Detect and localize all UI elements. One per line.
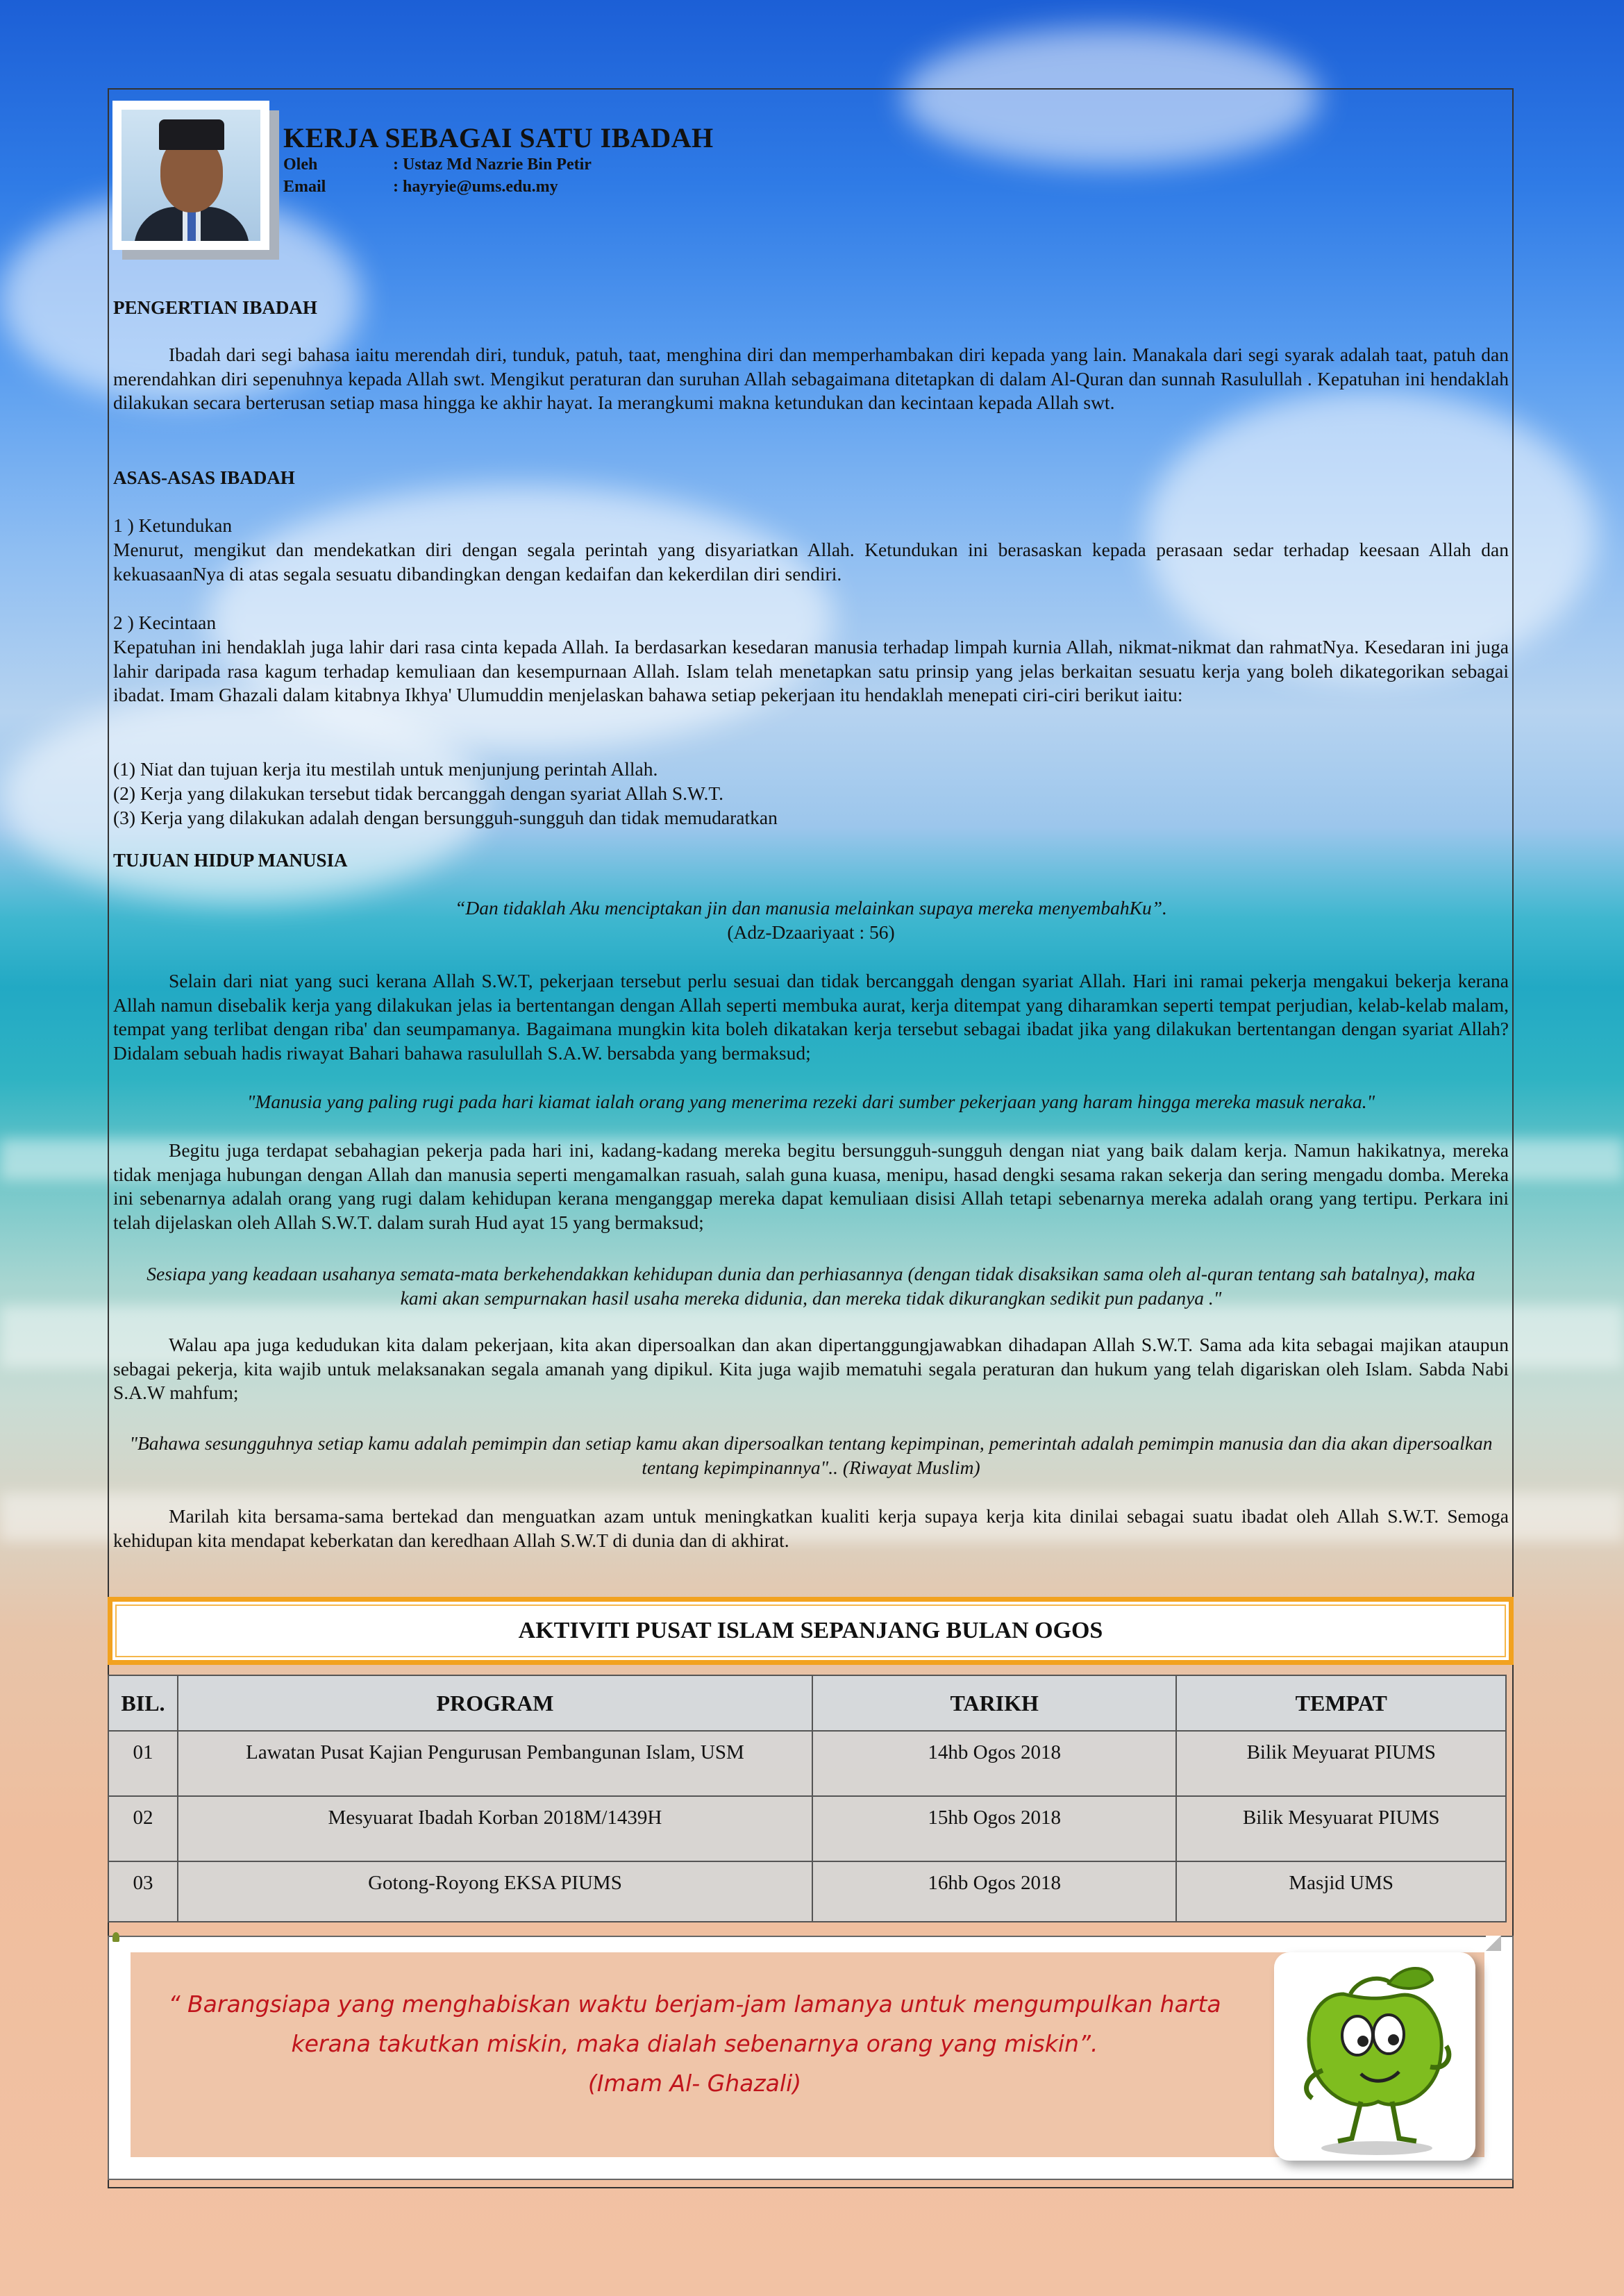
paragraph: Menurut, mengikut dan mendekatkan diri dengan segala perintah yang disyariatkan Allah. Ketundukan ini berasaskan kepada perasaan sedar terhadap keesaan Allah dan kekuasaanNya di atas segala sesuatu dibandingkan dengan kedaifan dan kekerdilan diri sendiri. xyxy=(113,539,1509,585)
hadith-quote: "Bahawa sesungguhnya setiap kamu adalah pemimpin dan setiap kamu akan dipersoalkan tentang kepimpinan, pemerintah adalah pemimpin manusia dan dia akan dipersoalkan tentang kepimpinannya".. (Riwayat Muslim) xyxy=(129,1432,1493,1478)
table-cell: Bilik Meyuarat PIUMS xyxy=(1176,1731,1506,1796)
activities-banner xyxy=(108,1597,1514,1665)
email-value: : hayryie@ums.edu.my xyxy=(393,178,558,196)
table-row xyxy=(108,1796,1506,1861)
table-cell: Masjid UMS xyxy=(1176,1861,1506,1922)
section-heading: TUJUAN HIDUP MANUSIA xyxy=(113,850,348,871)
quote-line: “ Barangsiapa yang menghabiskan waktu berjam-jam lamanya untuk mengumpulkan harta xyxy=(168,1991,1221,2018)
page-fold-icon xyxy=(1486,1936,1501,1951)
column-header: TARIKH xyxy=(812,1675,1176,1731)
pin-icon xyxy=(112,1932,119,1942)
table-cell: 14hb Ogos 2018 xyxy=(812,1731,1176,1796)
article-title: KERJA SEBAGAI SATU IBADAH xyxy=(283,122,714,153)
paragraph: Begitu juga terdapat sebahagian pekerja pada hari ini, kadang-kadang mereka begitu bersungguh-sungguh dengan niat yang baik dalam kerja. Namun hakikatnya, mereka tidak menjaga hubungan dengan Allah dan manusia seperti mengamalkan rasuah, salah guna kuasa, menipu, hasad dengki sesama rakan sekerja dan sering mengadu domba. Mereka ini sebenarnya adalah orang yang rugi dalam kehidupan kerana menganggap mereka dapat kemuliaan disisi Allah tetapi sebenarnya mereka adalah orang yang tertipu. Perkara ini telah dijelaskan oleh Allah S.W.T. dalam surah Hud ayat 15 yang bermaksud; xyxy=(113,1139,1509,1233)
quran-verse: “Dan tidaklah Aku menciptakan jin dan manusia melainkan supaya mereka menyembahKu”. xyxy=(455,897,1167,919)
criteria-item: (1) Niat dan tujuan kerja itu mestilah untuk menjunjung perintah Allah. xyxy=(113,758,658,780)
table-cell: Lawatan Pusat Kajian Pengurusan Pembangunan Islam, USM xyxy=(178,1731,812,1796)
column-header: TEMPAT xyxy=(1176,1675,1506,1731)
table-row xyxy=(108,1731,1506,1796)
column-header: PROGRAM xyxy=(178,1675,812,1731)
quran-verse: Sesiapa yang keadaan usahanya semata-mata berkehendakkan kehidupan dunia dan perhiasannya (dengan tidak disaksikan sama oleh al-quran tentang sah batalnya), maka kami akan sempurnakan hasil usaha mereka didunia, dan mereka tidak dikurangkan sedikit pun padanya ." xyxy=(147,1263,1475,1309)
table-cell: Mesyuarat Ibadah Korban 2018M/1439H xyxy=(178,1796,812,1861)
paragraph: Walau apa juga kedudukan kita dalam pekerjaan, kita akan dipersoalkan dan akan dipertanggungjawabkan dihadapan Allah S.W.T. Sama ada kita sebagai majikan ataupun sebagai pekerja, kita wajib untuk melaksanakan segala amanah yang dipikul. Kita juga wajib mematuhi segala peraturan dan hukum yang telah digariskan oleh Islam. Sabda Nabi S.A.W mahfum; xyxy=(113,1334,1509,1403)
email-label: Email xyxy=(283,178,326,196)
point-title: 1 ) Ketundukan xyxy=(113,514,233,536)
apple-mascot-icon xyxy=(1274,1952,1475,2161)
criteria-item: (2) Kerja yang dilakukan tersebut tidak bercanggah dengan syariat Allah S.W.T. xyxy=(113,782,723,804)
point-title: 2 ) Kecintaan xyxy=(113,612,217,633)
author-value: : Ustaz Md Nazrie Bin Petir xyxy=(393,156,592,174)
table-header-row xyxy=(108,1675,1506,1731)
author-line xyxy=(283,156,592,174)
verse-reference: (Adz-Dzaariyaat : 56) xyxy=(727,921,895,943)
activities-table xyxy=(108,1675,1507,1922)
paragraph: Kepatuhan ini hendaklah juga lahir dari rasa cinta kepada Allah. Ia berdasarkan kesedaran manusia terhadap limpah kurnia Allah, nikmat-nikmat dan rahmatNya. Kesedaran ini juga lahir daripada rasa kagum terhadap kemuliaan dan kesempurnaan Allah. Islam telah menetapkan satu prinsip yang jelas berkaitan sesuatu kerja yang boleh dikategorikan sebagai ibadat. Imam Ghazali dalam kitabnya Ikhya' Ulumuddin menjelaskan bahawa setiap pekerjaan itu hendaklah menepati ciri-ciri berikut iaitu: xyxy=(113,636,1509,705)
apple-mascot-card xyxy=(1274,1952,1475,2161)
section-heading: ASAS-ASAS IBADAH xyxy=(113,467,295,488)
author-photo xyxy=(112,101,269,250)
quote-attribution: (Imam Al- Ghazali) xyxy=(587,2070,802,2097)
table-cell: 02 xyxy=(108,1796,178,1861)
criteria-item: (3) Kerja yang dilakukan adalah dengan bersungguh-sungguh dan tidak memudaratkan xyxy=(113,807,778,828)
table-cell: Bilik Mesyuarat PIUMS xyxy=(1176,1796,1506,1861)
table-cell: Gotong-Royong EKSA PIUMS xyxy=(178,1861,812,1922)
paragraph: Selain dari niat yang suci kerana Allah S.W.T, pekerjaan tersebut perlu sesuai dan tidak bercanggah dengan syariat Allah. Hari ini ramai pekerja mengakui bekerja kerana Allah namun disebalik kerja yang dilakukan jelas ia bertentangan dengan Allah seperti membuka aurat, kerja ditempat yang diharamkan seperti tempat perjudian, kelab-kelab malam, tempat yang terlibat dengan riba' dan seumpamanya. Bagaimana mungkin kita boleh dikatakan kerja tersebut sebagai ibadat jika yang dilakukan bertentangan dengan syariat Allah? Didalam sebuah hadis riwayat Bahari bahawa rasulullah S.A.W. bersabda yang bermaksud; xyxy=(113,970,1509,1064)
paragraph: Marilah kita bersama-sama bertekad dan menguatkan azam untuk meningkatkan kualiti kerja supaya kerja kita dinilai sebagai suatu ibadat oleh Allah S.W.T. Semoga kehidupan kita mendapat keberkatan dan keredhaan Allah S.W.T di dunia dan di akhirat. xyxy=(113,1505,1509,1551)
hadith-quote: "Manusia yang paling rugi pada hari kiamat ialah orang yang menerima rezeki dari sumber pekerjaan yang haram hingga mereka masuk neraka." xyxy=(246,1091,1375,1112)
table-cell: 01 xyxy=(108,1731,178,1796)
author-label: Oleh xyxy=(283,156,318,174)
column-header: BIL. xyxy=(108,1675,178,1731)
table-cell: 16hb Ogos 2018 xyxy=(812,1861,1176,1922)
table-row xyxy=(108,1861,1506,1922)
table-cell: 03 xyxy=(108,1861,178,1922)
email-line xyxy=(283,178,558,196)
activities-title: AKTIVITI PUSAT ISLAM SEPANJANG BULAN OGOS xyxy=(518,1618,1103,1643)
paragraph: Ibadah dari segi bahasa iaitu merendah diri, tunduk, patuh, taat, menghina diri dan memperhambakan diri kepada yang lain. Manakala dari segi syarak adalah taat, patuh dan merendahkan diri sepenuhnya kepada Allah swt. Mengikut peraturan dan suruhan Allah sebagaimana ditetapkan di dalam Al-Quran dan sunnah Rasulullah . Kepatuhan ini hendaklah dilakukan secara berterusan setiap masa hingga ke akhir hayat. Ia merangkumi makna ketundukan dan kecintaan kepada Allah swt. xyxy=(113,344,1509,413)
section-heading: PENGERTIAN IBADAH xyxy=(113,297,317,318)
closing-quote xyxy=(131,1984,1259,2103)
quote-line: kerana takutkan miskin, maka dialah sebenarnya orang yang miskin”. xyxy=(291,2030,1098,2057)
table-cell: 15hb Ogos 2018 xyxy=(812,1796,1176,1861)
